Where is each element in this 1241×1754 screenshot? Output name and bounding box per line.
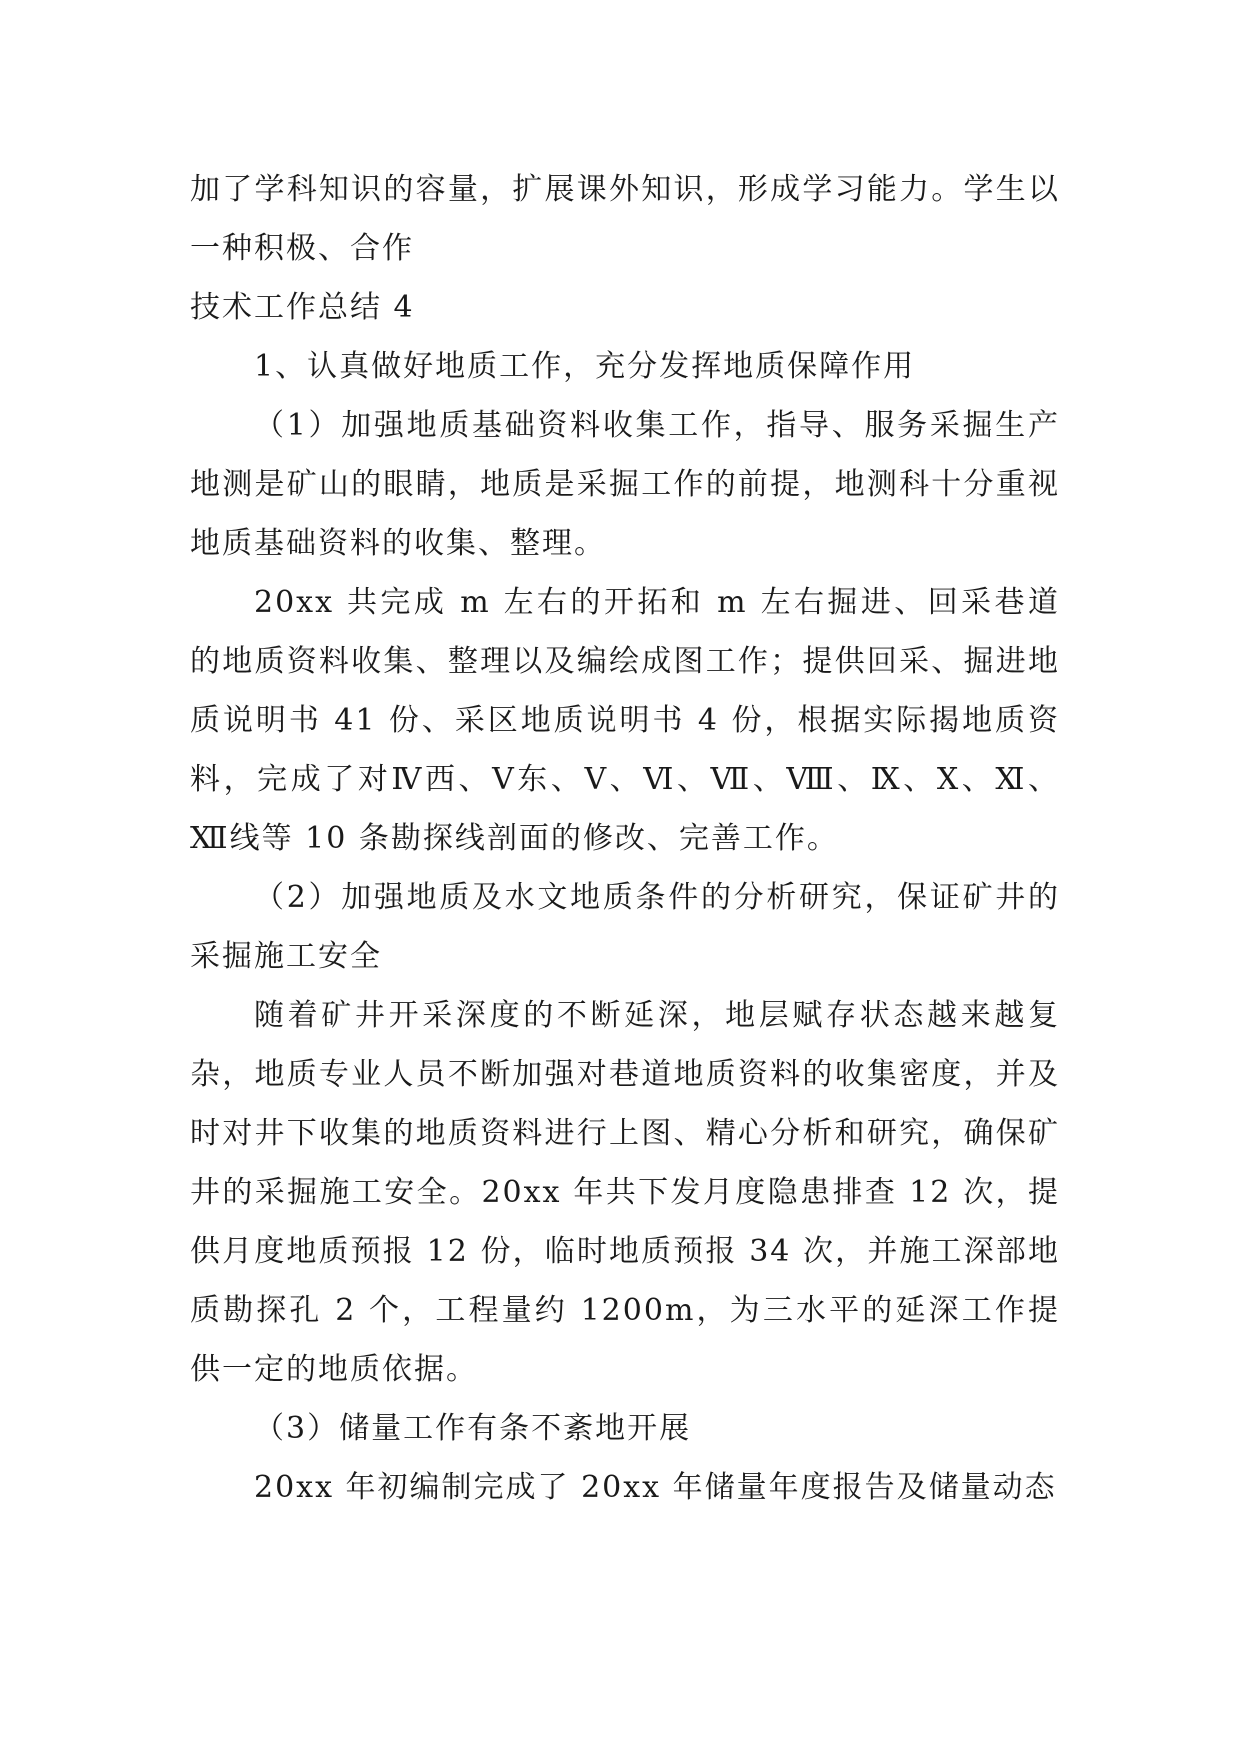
continuation-paragraph: 加了学科知识的容量，扩展课外知识，形成学习能力。学生以一种积极、合作 <box>190 172 1060 266</box>
subitem-1-paragraph: （1）加强地质基础资料收集工作，指导、服务采掘生产地测是矿山的眼睛，地质是采掘工作的前提，地测科十分重视地质基础资料的收集、整理。 <box>190 408 1060 561</box>
subitem-2-heading: （2）加强地质及水文地质条件的分析研究，保证矿井的采掘施工安全 <box>190 880 1060 974</box>
item-1-heading: 1、认真做好地质工作，充分发挥地质保障作用 <box>254 349 916 384</box>
safety-analysis-paragraph: 随着矿井开采深度的不断延深，地层赋存状态越来越复杂，地质专业人员不断加强对巷道地质资料的收集密度，并及时对井下收集的地质资料进行上图、精心分析和研究，确保矿井的采掘施工安全。20xx 年共下发月度隐患排查 12 次，提供月度地质预报 12 份，临时地质预报 34 次，并施工深部地质勘探孔 2 个，工程量约 1200m，为三水平的延深工作提供一定的地质依据。 <box>190 998 1060 1387</box>
data-collection-paragraph: 20xx 共完成 m 左右的开拓和 m 左右掘进、回采巷道的地质资料收集、整理以及编绘成图工作；提供回采、掘进地质说明书 41 份、采区地质说明书 4 份，根据实际揭地质资料，完成了对Ⅳ西、Ⅴ东、Ⅴ、Ⅵ、Ⅶ、Ⅷ、Ⅸ、Ⅹ、Ⅺ、Ⅻ线等 10 条勘探线剖面的修改、完善工作。 <box>190 585 1060 856</box>
subitem-3-heading: （3）储量工作有条不紊地开展 <box>254 1411 692 1446</box>
reserves-paragraph: 20xx 年初编制完成了 20xx 年储量年度报告及储量动态 <box>254 1470 1057 1505</box>
section-heading: 技术工作总结 4 <box>190 290 415 325</box>
document-body <box>190 160 1060 1517</box>
